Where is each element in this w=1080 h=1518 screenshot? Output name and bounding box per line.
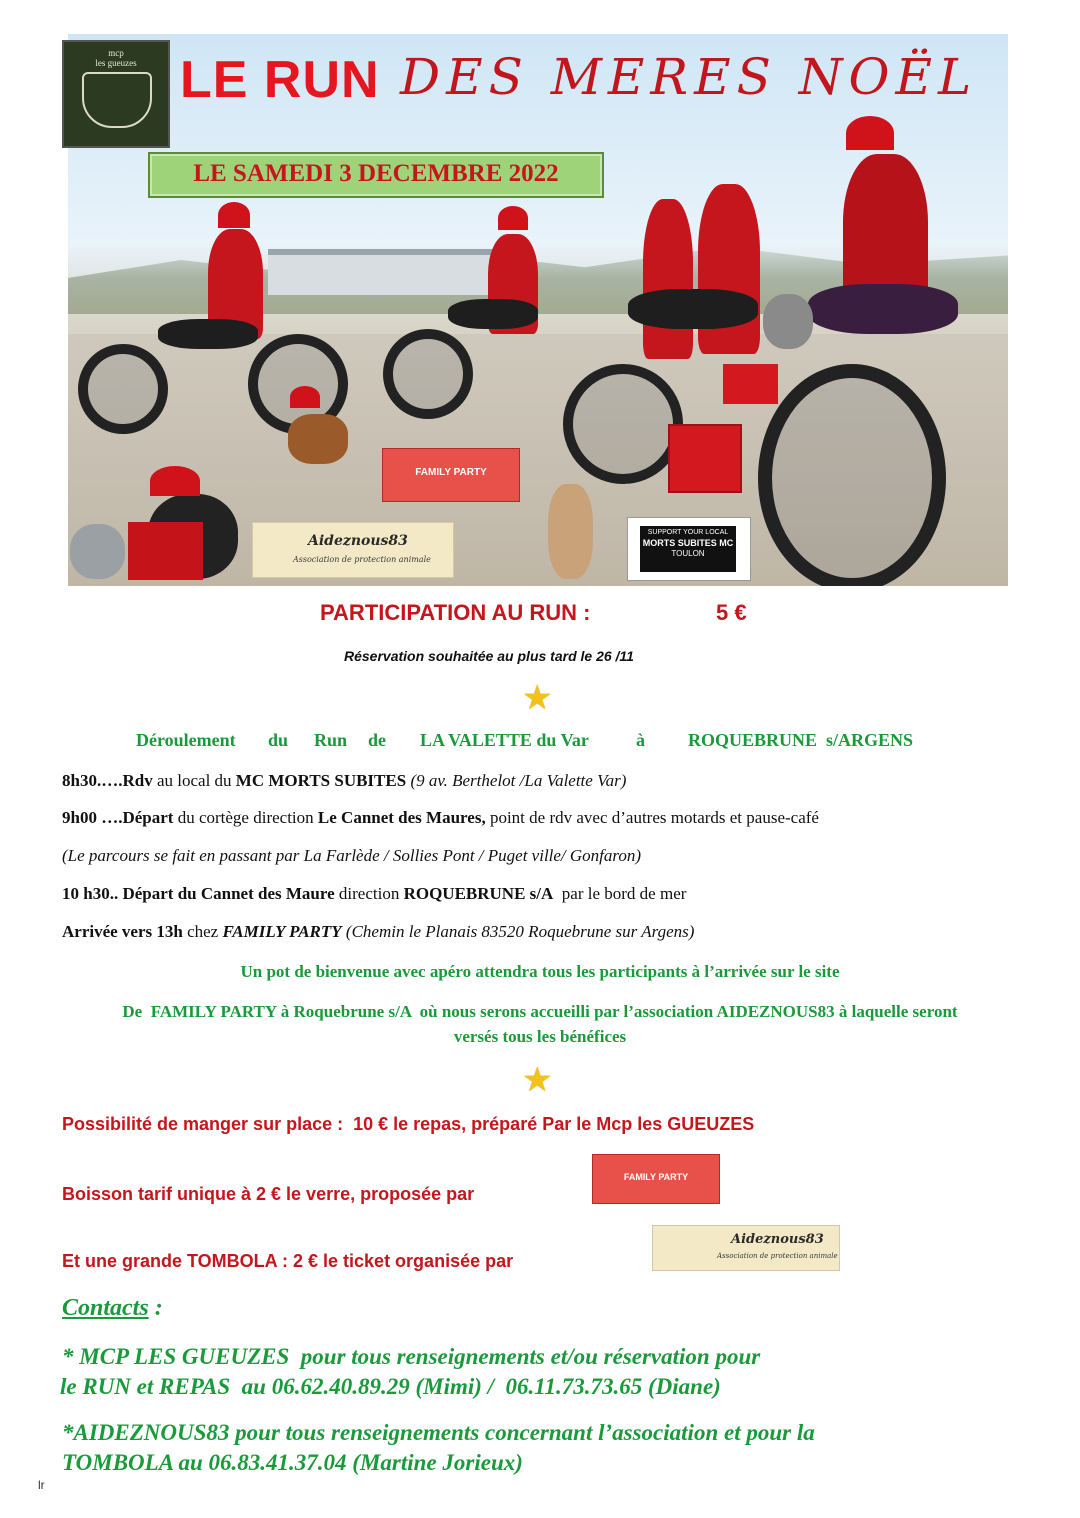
footer-mark: lr [38, 1478, 45, 1492]
route-word: Run [314, 730, 348, 750]
schedule-place: Le Cannet des Maures, [317, 808, 486, 827]
family-party-label: FAMILY PARTY [415, 467, 487, 478]
welcome-line: Un pot de bienvenue avec apéro attendra tous les participants à l’arrivée sur le site [240, 962, 840, 981]
shield-icon [82, 72, 152, 128]
logo-text: mcp les gueuzes [95, 48, 137, 68]
santa-hat-5 [846, 116, 894, 150]
family-party-label: FAMILY PARTY [623, 1172, 689, 1182]
morts-subites-badge [640, 526, 736, 572]
aideznous-name: Aideznous83 [731, 1232, 824, 1247]
meal-offer: Possibilité de manger sur place : 10 € le repas, préparé Par le Mcp les GUEUZES [62, 1114, 755, 1134]
schedule-place: ROQUEBRUNE s/A [403, 884, 554, 903]
route-origin: LA VALETTE du Var [420, 730, 589, 750]
mcp-logo [62, 40, 170, 148]
bike-4-tank [808, 284, 958, 334]
event-photo [68, 34, 1008, 586]
aideznous-logo [652, 1225, 840, 1271]
family-party-logo [382, 448, 520, 502]
morts-top: SUPPORT YOUR LOCAL [647, 529, 729, 536]
santa-hat [290, 386, 320, 408]
schedule-action: Rdv [122, 771, 153, 790]
schedule-row-2 [62, 808, 819, 828]
santa-hat-2 [498, 206, 528, 230]
gift-box [668, 424, 742, 493]
morts-subites-logo [627, 517, 751, 581]
contacts-heading-text: Contacts [62, 1295, 149, 1321]
schedule-text: chez [182, 922, 223, 941]
title-meres-noel: DES MERES NOËL [400, 48, 978, 106]
bike-3-tank [628, 289, 758, 329]
chihuahua [548, 484, 593, 579]
bike-2-tank [448, 299, 538, 329]
family-party-logo [592, 1154, 720, 1204]
schedule-row-1 [62, 771, 626, 791]
schedule-place: FAMILY PARTY [222, 922, 342, 941]
route-word: Déroulement [136, 730, 236, 750]
contact-aideznous-line-1: *AIDEZNOUS83 pour tous renseignements concernant l’association et pour la [62, 1420, 815, 1445]
tombola-offer: Et une grande TOMBOLA : 2 € le ticket organisée par [62, 1251, 514, 1271]
schedule-row-5 [62, 922, 694, 942]
schedule-text: point de rdv avec d’autres motards et pause-café [485, 808, 819, 827]
star-icon: ★ [522, 678, 553, 718]
gift-box [128, 522, 203, 580]
schedule-text: au local du [152, 771, 236, 790]
reservation-note: Réservation souhaitée au plus tard le 26 /11 [344, 648, 634, 664]
schedule-route-note: (Le parcours se fait en passant par La Farlède / Sollies Pont / Puget ville/ Gonfaron) [62, 846, 642, 865]
route-destination: ROQUEBRUNE s/ARGENS [688, 730, 914, 750]
bike-3-wheel [563, 364, 683, 484]
morts-city: TOULON [671, 549, 705, 558]
cat [763, 294, 813, 349]
schedule-time: 9h00 …. [62, 808, 123, 827]
bike-4-wheel [758, 364, 946, 586]
aideznous-name: Aideznous83 [308, 533, 408, 549]
schedule-text: du cortège direction [173, 808, 318, 827]
cat [70, 524, 125, 579]
gift-box [723, 364, 778, 404]
route-word: à [636, 730, 645, 750]
bike-1-wheel [78, 344, 168, 434]
bike-1-tank [158, 319, 258, 349]
star-icon: ★ [522, 1060, 553, 1100]
schedule-action: Départ [122, 808, 174, 827]
title-run: LE RUN [180, 51, 380, 109]
route-word: de [368, 730, 386, 750]
dog [288, 414, 348, 464]
participation-price: 5 € [716, 600, 747, 625]
schedule-address: (9 av. Berthelot /La Valette Var) [406, 771, 627, 790]
schedule-time: 8h30.…. [62, 771, 123, 790]
schedule-time: 10 h30.. [62, 884, 123, 903]
welcome-association-line: De FAMILY PARTY à Roquebrune s/A où nous serons accueilli par l’association AIDEZNOUS83 à laquelle seront [122, 1002, 958, 1021]
route-word: du [268, 730, 289, 750]
schedule-row-4 [62, 884, 686, 904]
drink-offer: Boisson tarif unique à 2 € le verre, proposée par [62, 1184, 475, 1204]
rider-3 [643, 199, 693, 359]
schedule-place: MC MORTS SUBITES [235, 771, 407, 790]
aideznous-logo [252, 522, 454, 578]
bike-2-wheel [383, 329, 473, 419]
schedule-text: direction [334, 884, 404, 903]
schedule-time: Arrivée vers 13h [62, 922, 183, 941]
aideznous-subtitle: Association de protection animale [293, 555, 431, 564]
route-title [136, 730, 944, 754]
contacts-heading-colon: : [148, 1295, 163, 1321]
contact-mcp-line-2: le RUN et REPAS au 06.62.40.89.29 (Mimi) / 06.11.73.73.65 (Diane) [60, 1374, 721, 1399]
welcome-benefits-line: versés tous les bénéfices [453, 1027, 627, 1046]
schedule-text: par le bord de mer [553, 884, 687, 903]
contacts-heading [62, 1294, 163, 1323]
schedule-address: (Chemin le Planais 83520 Roquebrune sur Argens) [341, 922, 695, 941]
schedule-action: Départ du Cannet des Maure [122, 884, 335, 903]
date-badge [148, 152, 604, 198]
event-date: LE SAMEDI 3 DECEMBRE 2022 [193, 160, 559, 187]
morts-main: MORTS SUBITES MC [642, 538, 734, 548]
santa-hat [150, 466, 200, 496]
contact-mcp-line-1: * MCP LES GUEUZES pour tous renseignements et/ou réservation pour [62, 1344, 761, 1369]
participation-label: PARTICIPATION AU RUN : [320, 600, 591, 625]
aideznous-subtitle: Association de protection animale [717, 1252, 838, 1260]
contact-aideznous-line-2: TOMBOLA au 06.83.41.37.04 (Martine Jorieux) [62, 1450, 523, 1475]
santa-hat-1 [218, 202, 250, 228]
